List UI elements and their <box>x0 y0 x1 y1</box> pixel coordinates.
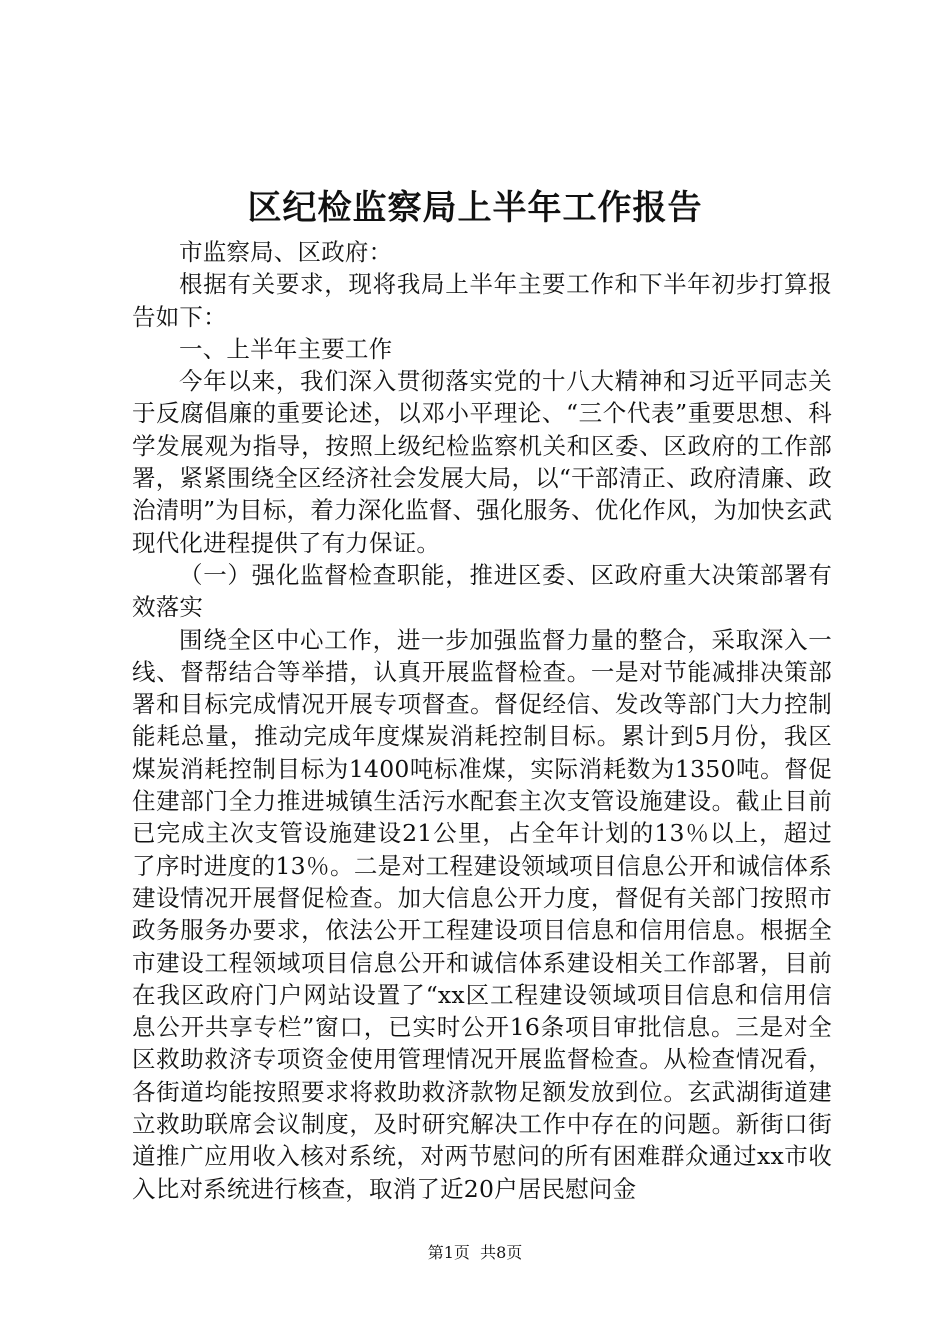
salutation-paragraph: 市监察局、区政府： <box>179 238 393 266</box>
section-heading: 一、上半年主要工作 <box>179 334 393 363</box>
subsection-heading: （一）强化监督检查职能，推进区委、区政府重大决策部署有效落实 <box>132 560 832 622</box>
document-body <box>132 236 832 1205</box>
page-number: 第1页 共8页 <box>427 1243 523 1262</box>
body-paragraph: 围绕全区中心工作，进一步加强监督力量的整合，采取深入一线、督帮结合等举措，认真开展监督检查。一是对节能减排决策部署和目标完成情况开展专项督查。督促经信、发改等部门大力控制能耗总量，推动完成年度煤炭消耗控制目标。累计到5月份，我区煤炭消耗控制目标为1400吨标准煤，实际消耗数为1350吨。督促住建部门全力推进城镇生活污水配套主次支管设施建设。截止目前已完成主次支管设施建设21公里，占全年计划的13％以上，超过了序时进度的13％。二是对工程建设领域项目信息公开和诚信体系建设情况开展督促检查。加大信息公开力度，督促有关部门按照市政务服务办要求，依法公开工程建设项目信息和信用信息。根据全市建设工程领域项目信息公开和诚信体系建设相关工作部署，目前在我区政府门户网站设置了“xx区工程建设领域项目信息和信用信息公开共享专栏”窗口，已实时公开16条项目审批信息。三是对全区救助救济专项资金使用管理情况开展监督检查。从检查情况看，各街道均能按照要求将救助救济款物足额发放到位。玄武湖街道建立救助联席会议制度，及时研究解决工作中存在的问题。新街口街道推广应用收入核对系统，对两节慰问的所有困难群众通过xx市收入比对系统进行核查，取消了近20户居民慰问金 <box>132 625 832 1203</box>
body-paragraph: 今年以来，我们深入贯彻落实党的十八大精神和习近平同志关于反腐倡廉的重要论述，以邓小平理论、“三个代表”重要思想、科学发展观为指导，按照上级纪检监察机关和区委、区政府的工作部署，紧紧围绕全区经济社会发展大局，以“干部清正、政府清廉、政治清明”为目标，着力深化监督、强化服务、优化作风，为加快玄武现代化进程提供了有力保证。 <box>132 367 832 557</box>
page-footer <box>0 1242 950 1264</box>
document-title: 区纪检监察局上半年工作报告 <box>247 188 703 228</box>
intro-paragraph: 根据有关要求，现将我局上半年主要工作和下半年初步打算报告如下： <box>132 270 832 331</box>
